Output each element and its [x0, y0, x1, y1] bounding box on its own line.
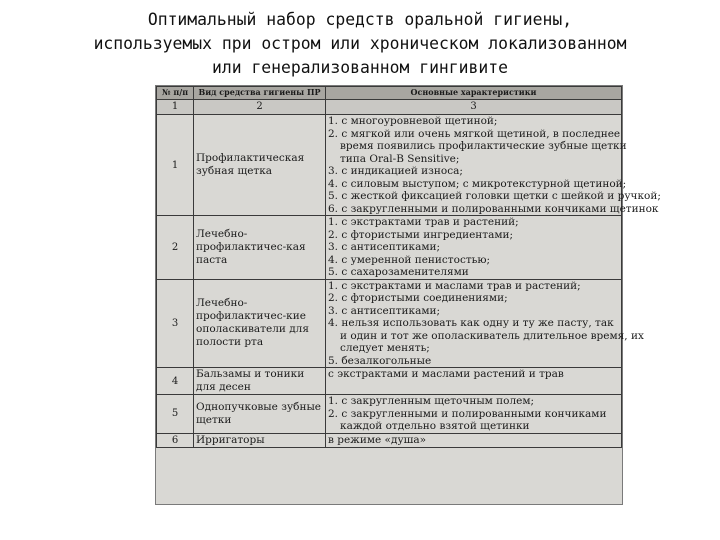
hygiene-product-type: Однопучковые зубные щетки	[194, 395, 326, 434]
characteristics-cell	[326, 368, 622, 395]
characteristic-item: 5. с сахарозаменителями	[328, 266, 469, 278]
characteristic-item: 2. с фтористыми соединениями;	[328, 292, 508, 304]
characteristic-item: с экстрактами и маслами растений и трав	[328, 368, 564, 380]
characteristic-item: типа Oral-B Sensitive;	[340, 152, 460, 165]
row-number: 6	[157, 433, 194, 447]
header-number: № п/п	[157, 87, 194, 100]
row-number: 3	[157, 279, 194, 368]
table-row	[157, 395, 622, 434]
table-row	[157, 279, 622, 368]
hygiene-product-type: Лечебно-профилактичес-кие ополаскиватели для полости рта	[194, 279, 326, 368]
header-kind: Вид средства гигиены ПР	[194, 87, 326, 100]
page-title	[0, 8, 720, 80]
hygiene-product-type: Профилактическая зубная щетка	[194, 115, 326, 216]
characteristics-cell	[326, 279, 644, 368]
column-number: 1	[157, 100, 194, 115]
hygiene-product-type: Бальзамы и тоники для десен	[194, 368, 326, 395]
characteristic-item: 2. с закругленными и полированными кончиками	[328, 407, 607, 420]
characteristic-item: 5. с жесткой фиксацией головки щетки с шейкой и ручкой;	[328, 190, 661, 202]
characteristic-item: 1. с экстрактами и маслами трав и растений;	[328, 279, 581, 292]
characteristic-item: 5. безалкогольные	[328, 354, 432, 367]
characteristic-item: 3. с антисептиками;	[328, 241, 441, 253]
characteristic-item: 3. с индикацией износа;	[328, 165, 463, 177]
characteristic-item: 4. с умеренной пенистостью;	[328, 253, 491, 266]
row-number: 1	[157, 115, 194, 216]
row-number: 4	[157, 368, 194, 395]
header-props: Основные характеристики	[326, 87, 622, 100]
hygiene-product-type: Ирригаторы	[194, 433, 326, 447]
table-row	[157, 368, 622, 395]
table-header-row	[157, 87, 622, 100]
characteristic-item: 1. с закругленным щеточным полем;	[328, 395, 535, 407]
characteristic-item: 6. с закругленными и полированными кончиками щетинок	[328, 202, 659, 215]
characteristic-item: следует менять;	[340, 342, 430, 354]
title-line-3: или генерализованном гингивите	[211, 58, 509, 77]
characteristics-cell	[326, 395, 622, 434]
characteristic-item: каждой отдельно взятой щетинки	[340, 420, 530, 432]
characteristic-item: 4. нельзя использовать как одну и ту же пасту, так	[328, 317, 614, 329]
characteristic-item: время появились профилактические зубные щетки	[340, 140, 627, 152]
table-row	[157, 115, 622, 216]
characteristic-item: и один и тот же ополаскиватель длительное время, их	[340, 329, 644, 342]
characteristics-cell	[326, 433, 622, 447]
characteristic-item: 2. с мягкой или очень мягкой щетиной, в последнее	[328, 127, 621, 140]
title-line-1: Оптимальный набор средств оральной гигиены,	[147, 10, 573, 29]
table-row	[157, 216, 622, 280]
row-number: 2	[157, 216, 194, 280]
column-number: 3	[326, 100, 622, 115]
hygiene-product-type: Лечебно-профилактичес-кая паста	[194, 216, 326, 280]
characteristic-item: 4. с силовым выступом; с микротекстурной щетиной;	[328, 177, 627, 190]
characteristics-cell	[326, 216, 622, 280]
table-row	[157, 433, 622, 447]
title-line-2: используемых при остром или хроническом локализованном	[93, 34, 627, 53]
scanned-table-image	[155, 85, 661, 505]
characteristic-item: 1. с экстрактами трав и растений;	[328, 216, 519, 228]
row-number: 5	[157, 395, 194, 434]
hygiene-table	[156, 86, 661, 448]
column-number: 2	[194, 100, 326, 115]
characteristics-cell	[326, 115, 661, 216]
characteristic-item: 2. с фтористыми ингредиентами;	[328, 228, 514, 241]
column-number-row	[157, 100, 622, 115]
characteristic-item: 1. с многоуровневой щетиной;	[328, 115, 498, 127]
characteristic-item: 3. с антисептиками;	[328, 304, 441, 317]
characteristic-item: в режиме «душа»	[328, 433, 427, 446]
